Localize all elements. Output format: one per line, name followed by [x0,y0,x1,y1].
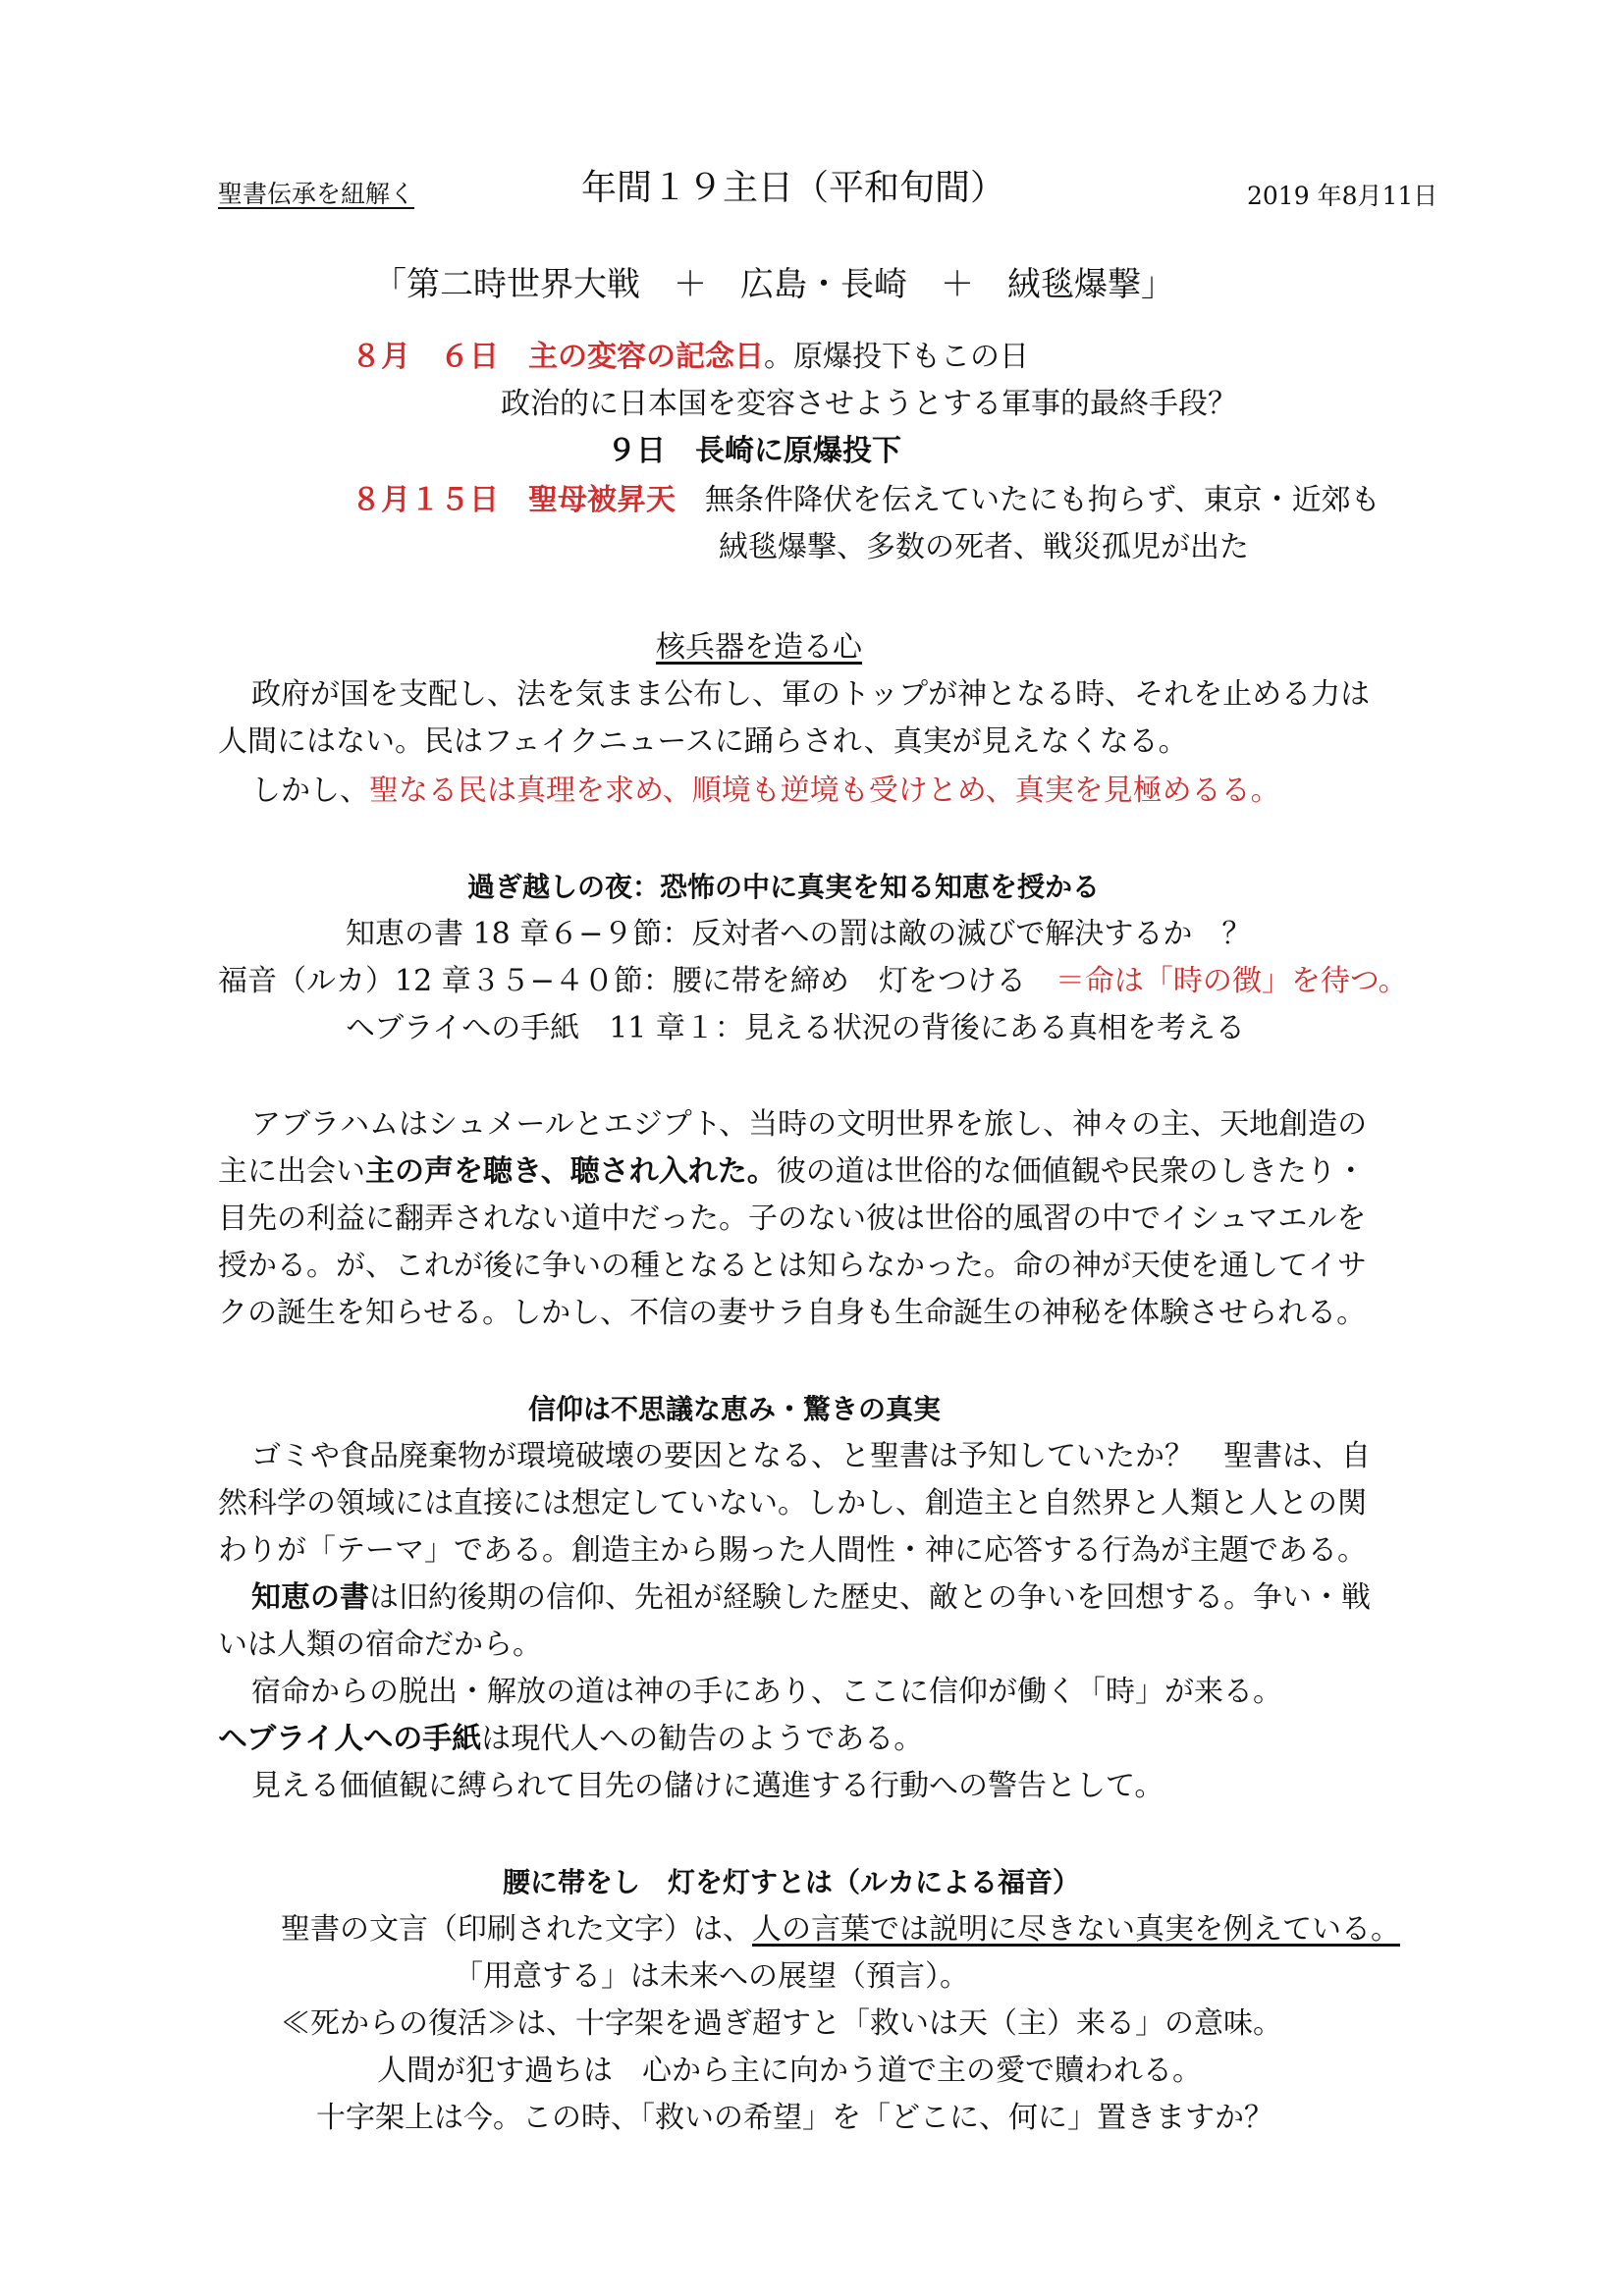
aug15-line2: 絨毯爆撃、多数の死者、戦災孤児が出た [719,530,1249,564]
section3-line3: わりが「テーマ」である。創造主から賜った人間性・神に応答する行為が主題である。 [218,1533,1367,1568]
section3-line7-post: は現代人への勧告のようである。 [481,1722,924,1756]
reading-luke-pre: 福音（ルカ）12 章３５−４０節：腰に帯を締め 灯をつける [218,964,1056,998]
section3-line6: 宿命からの脱出・解放の道は神の手にあり、ここに信仰が働く「時」が来る。 [251,1675,1282,1709]
section4-line3: ≪死からの復活≫は、十字架を過ぎ超すと「救いは天（主）来る」の意味。 [281,2006,1282,2041]
section2-heading: 過ぎ越しの夜：恐怖の中に真実を知る知恵を授かる [467,871,1101,903]
abraham-line4: 授かる。が、これが後に争いの種となるとは知らなかった。命の神が天使を通してイサ [218,1249,1367,1283]
section3-line1: ゴミや食品廃棄物が環境破壊の要因となる、と聖書は予知していたか？ 聖書は、自 [251,1439,1371,1473]
section3-line7 [218,1720,923,1759]
section3-line4-bold: 知恵の書 [251,1580,369,1615]
abraham-line1: アブラハムはシュメールとエジプト、当時の文明世界を旅し、神々の主、天地創造の [251,1107,1368,1142]
section1-line1: 政府が国を支配し、法を気まま公布し、軍のトップが神となる時、それを止める力は [251,677,1371,712]
section1-heading: 核兵器を造る心 [656,630,862,665]
section3-line7-bold: ヘブライ人への手紙 [218,1722,482,1756]
reading-luke [218,962,1408,1001]
date-row-aug6 [352,338,1029,377]
section3-line8: 見える価値観に縛られて目先の儲けに邁進する行動への警告として。 [251,1769,1164,1803]
section3-line5: いは人類の宿命だから。 [218,1628,542,1662]
date-label: 2019 年8月11日 [1247,182,1438,210]
section4-line1-pre: 聖書の文言（印刷された文字）は、 [281,1912,752,1947]
section3-heading: 信仰は不思議な恵み・驚きの真実 [528,1393,942,1425]
section3-line4-post: は旧約後期の信仰、先祖が経験した歴史、敵との争いを回想する。争い・戦 [369,1580,1371,1615]
aug6-date: ８月 ６日 [352,340,528,374]
section1-line3-red: 聖なる民は真理を求め、順境も逆境も受けとめ、真実を見極めるる。 [369,774,1280,808]
aug15-note: 無条件降伏を伝えていたにも拘らず、東京・近郊も [705,483,1380,517]
series-label: 聖書伝承を紐解く [218,180,415,208]
page-title: 年間１９主日（平和旬間） [581,168,1006,208]
section4-line2: 「用意する」は未来への展望（預言）。 [454,1959,969,1994]
date-row-aug15 [352,481,1380,520]
section1-line3 [251,772,1280,811]
section3-line4 [251,1578,1371,1618]
abraham-line3: 目先の利益に翻弄されない道中だった。子のない彼は世俗的風習の中でイシュマエルを [218,1201,1367,1236]
reading-wisdom: 知恵の書 18 章６−９節：反対者への罰は敵の滅びで解決するか ？ [346,917,1252,951]
aug15-feast: 聖母被昇天 [528,483,676,517]
abraham-line2 [218,1152,1366,1192]
section4-heading: 腰に帯をし 灯を灯すとは（ルカによる福音） [503,1866,1081,1898]
aug9-row: ９日 長崎に原爆投下 [607,434,901,468]
aug6-line2: 政治的に日本国を変容させようとする軍事的最終手段？ [501,387,1237,421]
reading-luke-red: ＝命は「時の徴」を待つ。 [1055,964,1408,998]
abraham-line5: クの誕生を知らせる。しかし、不信の妻サラ自身も生命誕生の神秘を体験させられる。 [218,1296,1367,1330]
section4-line4: 人間が犯す過ちは 心から主に向かう道で主の愛で贖われる。 [377,2054,1202,2088]
aug15-date: ８月１５日 [352,483,528,517]
aug6-note: 。原爆投下もこの日 [764,340,1029,374]
section1-line2: 人間にはない。民はフェイクニュースに踊らされ、真実が見えなくなる。 [218,724,1188,759]
abraham-line2-pre: 主に出会い [218,1154,365,1189]
section4-line5: 十字架上は今。この時、「救いの希望」を「どこに、何に」置きますか？ [316,2101,1273,2135]
section1-line3-pre: しかし、 [251,774,369,808]
aug6-feast: 主の変容の記念日 [528,340,764,374]
reading-hebrews: ヘブライへの手紙 11 章１：見える状況の背後にある真相を考える [346,1011,1245,1045]
section4-line1 [281,1910,1400,1949]
section3-line2: 然科学の領域には直接には想定していない。しかし、創造主と自然界と人類と人との関 [218,1486,1367,1521]
section4-line1-underlined: 人の言葉では説明に尽きない真実を例えている。 [752,1912,1400,1947]
subtitle: 「第二時世界大戦 ＋ 広島・長崎 ＋ 絨毯爆撃」 [373,265,1174,304]
abraham-line2-bold: 主の声を聴き、聴され入れた。 [365,1154,777,1189]
abraham-line2-post: 彼の道は世俗的な価値観や民衆のしきたり・ [776,1154,1366,1189]
